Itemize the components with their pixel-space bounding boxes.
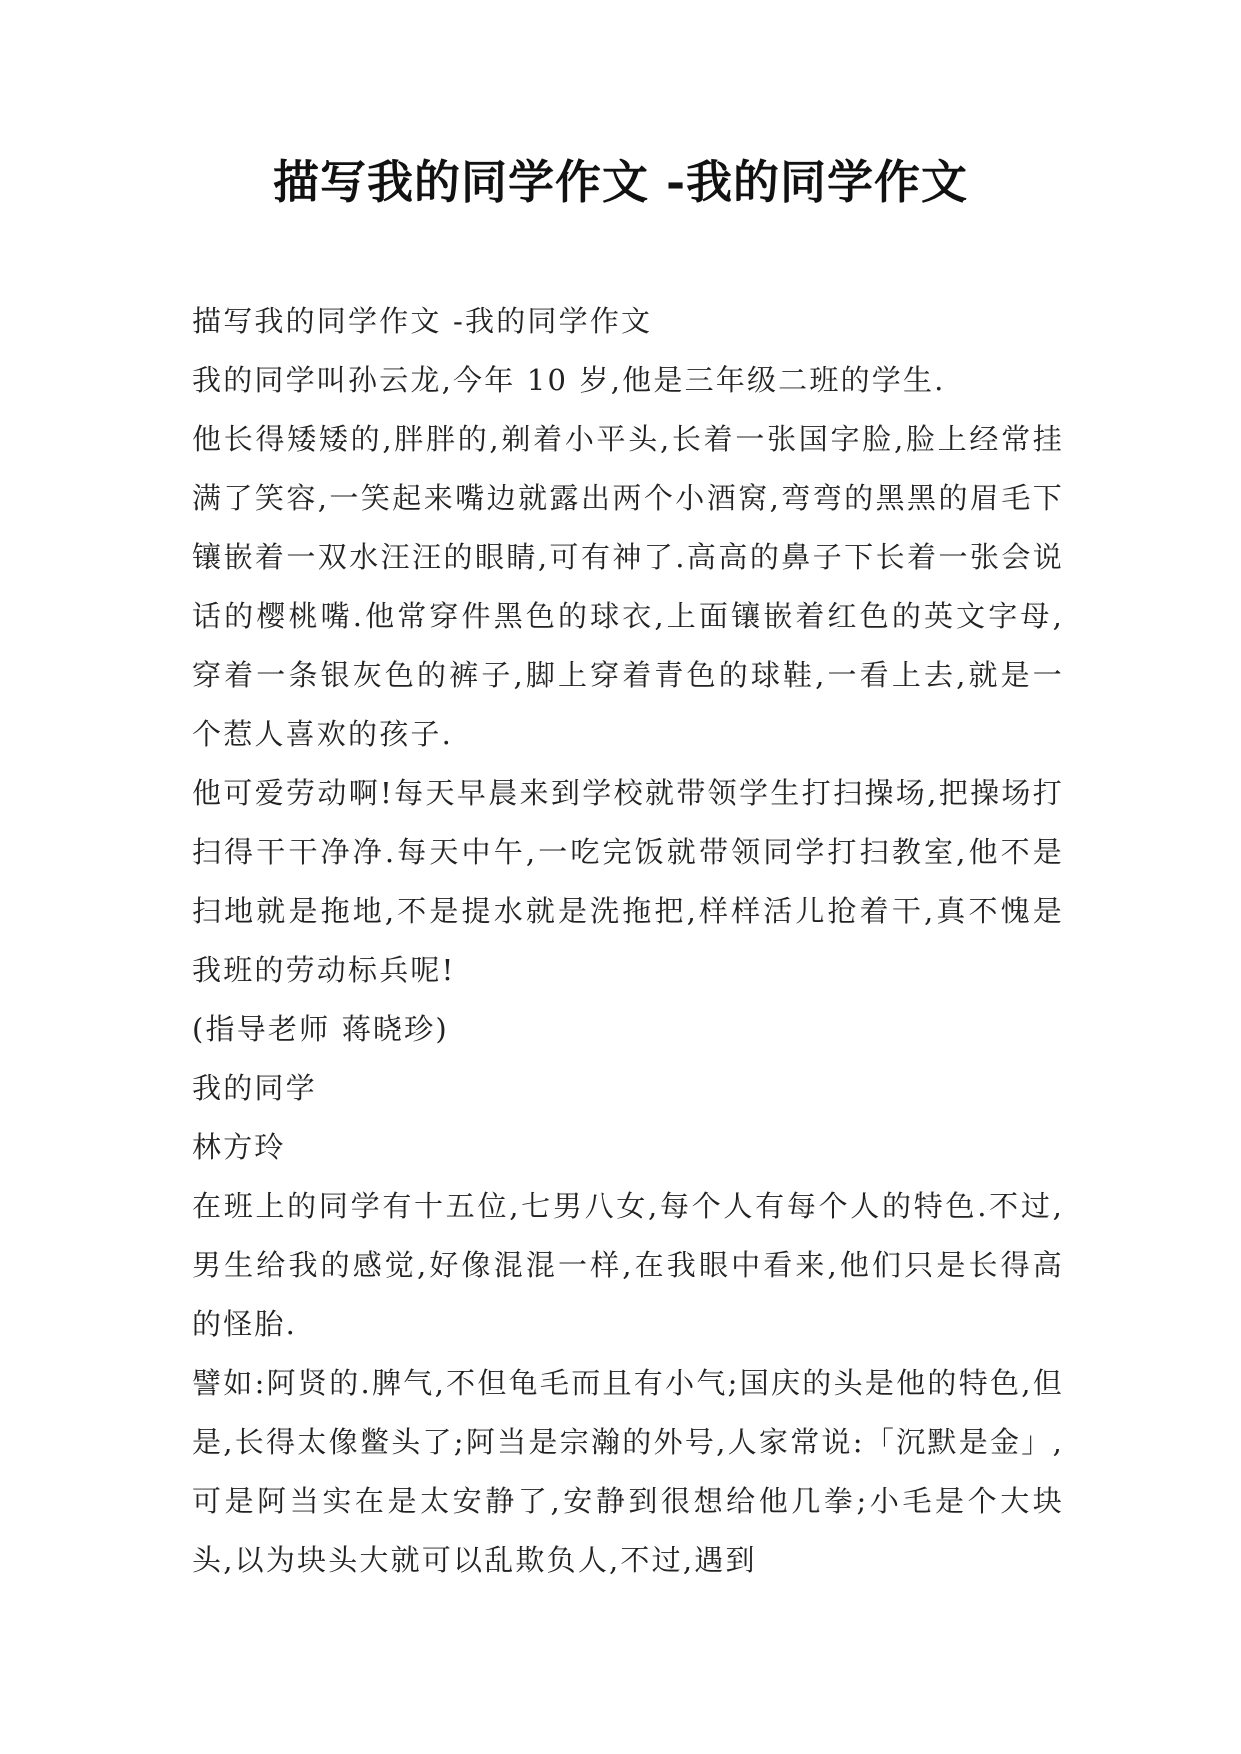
paragraph-classmates: 在班上的同学有十五位,七男八女,每个人有每个人的特色.不过,男生给我的感觉,好像混混一样,在我眼中看来,他们只是长得高的怪胎. bbox=[192, 1189, 1064, 1341]
document-body bbox=[192, 292, 1064, 1590]
paragraph-teacher-note: (指导老师 蒋晓珍) bbox=[192, 1012, 449, 1046]
paragraph-appearance: 他长得矮矮的,胖胖的,剃着小平头,长着一张国字脸,脸上经常挂满了笑容,一笑起来嘴边就露出两个小酒窝,弯弯的黑黑的眉毛下镶嵌着一双水汪汪的眼睛,可有神了.高高的鼻子下长着一张会说话的樱桃嘴.他常穿件黑色的球衣,上面镶嵌着红色的英文字母,穿着一条银灰色的裤子,脚上穿着青色的球鞋,一看上去,就是一个惹人喜欢的孩子. bbox=[192, 422, 1064, 751]
paragraph-hardworking: 他可爱劳动啊!每天早晨来到学校就带领学生打扫操场,把操场打扫得干干净净.每天中午,一吃完饭就带领同学打扫教室,他不是扫地就是拖地,不是提水就是洗拖把,样样活儿抢着干,真不愧是我班的劳动标兵呢! bbox=[192, 776, 1064, 987]
page-title: 描写我的同学作文 -我的同学作文 bbox=[272, 155, 969, 209]
paragraph-second-title: 我的同学 bbox=[192, 1071, 317, 1105]
paragraph-examples: 譬如:阿贤的.脾气,不但龟毛而且有小气;国庆的头是他的特色,但是,长得太像鳖头了;阿当是宗瀚的外号,人家常说:「沉默是金」,可是阿当实在是太安静了,安静到很想给他几拳;小毛是个大块头,以为块头大就可以乱欺负人,不过,遇到 bbox=[192, 1366, 1064, 1577]
paragraph-heading-repeat: 描写我的同学作文 -我的同学作文 bbox=[192, 304, 653, 338]
paragraph-author: 林方玲 bbox=[192, 1130, 286, 1164]
paragraph-intro: 我的同学叫孙云龙,今年 10 岁,他是三年级二班的学生. bbox=[192, 363, 946, 397]
